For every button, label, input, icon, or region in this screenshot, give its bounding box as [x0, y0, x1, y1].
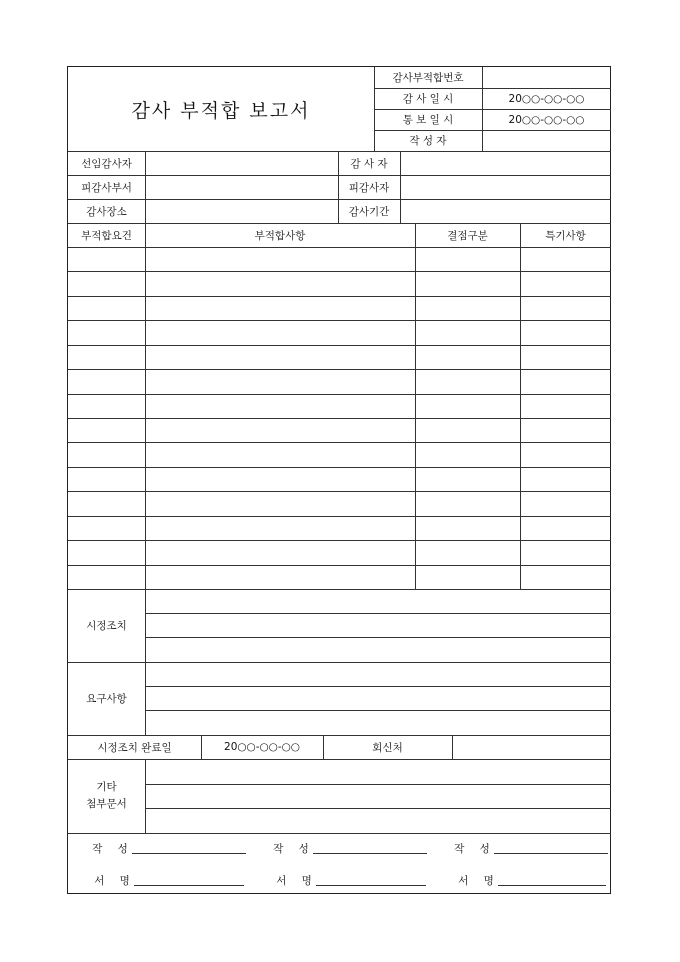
- requests-line[interactable]: [145, 662, 611, 686]
- table-cell-notes[interactable]: [520, 442, 611, 466]
- table-cell-defect-class[interactable]: [415, 540, 520, 564]
- auditee-field[interactable]: [400, 175, 611, 199]
- table-cell-details[interactable]: [145, 296, 415, 320]
- attachments-line[interactable]: [145, 808, 611, 833]
- corrective-action-line[interactable]: [145, 637, 611, 662]
- column-header-defect-class: 결점구분: [447, 229, 488, 242]
- table-cell-details[interactable]: [145, 345, 415, 369]
- column-header-requirement: 부적합요건: [81, 229, 132, 242]
- table-cell-details[interactable]: [145, 491, 415, 515]
- corrective-action-label: 시정조치: [86, 620, 127, 632]
- audit-nonconformity-report-form: [67, 66, 611, 894]
- corrective-action-line[interactable]: [145, 589, 611, 613]
- page-title: 감사 부적합 보고서: [131, 99, 311, 122]
- corrective-action-line[interactable]: [145, 613, 611, 637]
- table-cell-requirement[interactable]: [68, 296, 145, 320]
- audit-date-label: 감 사 일 시: [402, 93, 454, 105]
- table-cell-details[interactable]: [145, 467, 415, 491]
- attachments-label: 첨부문서: [86, 798, 127, 810]
- table-cell-defect-class[interactable]: [415, 345, 520, 369]
- attachments-line[interactable]: [145, 759, 611, 784]
- table-cell-notes[interactable]: [520, 296, 611, 320]
- table-cell-notes[interactable]: [520, 369, 611, 393]
- auditor-field[interactable]: [400, 151, 611, 175]
- table-cell-details[interactable]: [145, 442, 415, 466]
- audit-date-field[interactable]: 20○○-○○-○○: [508, 92, 585, 105]
- table-cell-notes[interactable]: [520, 491, 611, 515]
- table-cell-details[interactable]: [145, 418, 415, 442]
- sign-label: 서 명: [276, 874, 318, 887]
- table-cell-defect-class[interactable]: [415, 442, 520, 466]
- table-cell-requirement[interactable]: [68, 491, 145, 515]
- requests-label: 요구사항: [86, 693, 127, 705]
- write-label: 작 성: [273, 842, 315, 855]
- table-cell-details[interactable]: [145, 394, 415, 418]
- completion-date-field[interactable]: 20○○-○○-○○: [224, 741, 300, 753]
- auditee-label: 피감사자: [348, 181, 390, 194]
- table-cell-notes[interactable]: [520, 565, 611, 589]
- table-cell-defect-class[interactable]: [415, 418, 520, 442]
- table-cell-notes[interactable]: [520, 394, 611, 418]
- table-cell-requirement[interactable]: [68, 345, 145, 369]
- table-cell-notes[interactable]: [520, 540, 611, 564]
- audit-place-label: 감사장소: [86, 205, 127, 218]
- other-attachments-label: [68, 759, 145, 833]
- table-cell-requirement[interactable]: [68, 369, 145, 393]
- table-cell-details[interactable]: [145, 247, 415, 271]
- sign-line[interactable]: [134, 885, 244, 886]
- sign-label: 서 명: [458, 874, 500, 887]
- table-cell-defect-class[interactable]: [415, 394, 520, 418]
- table-cell-notes[interactable]: [520, 345, 611, 369]
- lead-auditor-label: 선임감사자: [81, 157, 132, 170]
- table-cell-defect-class[interactable]: [415, 565, 520, 589]
- divider: [68, 833, 611, 834]
- reply-to-field[interactable]: [452, 735, 611, 759]
- write-line[interactable]: [494, 853, 608, 854]
- other-label: 기타: [96, 781, 117, 793]
- table-cell-details[interactable]: [145, 271, 415, 295]
- table-cell-notes[interactable]: [520, 247, 611, 271]
- table-cell-requirement[interactable]: [68, 565, 145, 589]
- table-cell-details[interactable]: [145, 565, 415, 589]
- table-cell-notes[interactable]: [520, 418, 611, 442]
- table-cell-notes[interactable]: [520, 516, 611, 540]
- nonconformity-number-label: 감사부적합번호: [392, 72, 464, 84]
- author-field[interactable]: [482, 130, 611, 151]
- table-cell-requirement[interactable]: [68, 394, 145, 418]
- author-label: 작 성 자: [409, 135, 447, 147]
- table-cell-requirement[interactable]: [68, 418, 145, 442]
- sign-label: 서 명: [94, 874, 136, 887]
- table-cell-details[interactable]: [145, 516, 415, 540]
- column-header-details: 부적합사항: [254, 229, 306, 242]
- table-cell-requirement[interactable]: [68, 516, 145, 540]
- requests-line[interactable]: [145, 686, 611, 710]
- nonconformity-number-field[interactable]: [482, 67, 611, 88]
- table-cell-defect-class[interactable]: [415, 467, 520, 491]
- write-line[interactable]: [313, 853, 427, 854]
- table-cell-requirement[interactable]: [68, 320, 145, 344]
- table-cell-notes[interactable]: [520, 271, 611, 295]
- write-line[interactable]: [132, 853, 246, 854]
- audit-place-field[interactable]: [145, 199, 338, 223]
- sign-line[interactable]: [316, 885, 426, 886]
- auditee-dept-label: 피감사부서: [81, 181, 132, 194]
- table-cell-defect-class[interactable]: [415, 247, 520, 271]
- auditor-label: 감 사 자: [350, 157, 388, 170]
- requests-line[interactable]: [145, 710, 611, 735]
- audit-period-label: 감사기간: [348, 205, 390, 218]
- write-label: 작 성: [92, 842, 134, 855]
- notice-date-field[interactable]: 20○○-○○-○○: [508, 113, 585, 126]
- table-cell-requirement[interactable]: [68, 271, 145, 295]
- table-cell-notes[interactable]: [520, 467, 611, 491]
- audit-period-field[interactable]: [400, 199, 611, 223]
- completion-date-label: 시정조치 완료일: [97, 741, 172, 754]
- table-cell-requirement[interactable]: [68, 442, 145, 466]
- table-cell-defect-class[interactable]: [415, 320, 520, 344]
- table-cell-defect-class[interactable]: [415, 271, 520, 295]
- table-cell-details[interactable]: [145, 369, 415, 393]
- table-cell-defect-class[interactable]: [415, 296, 520, 320]
- reply-to-label: 회신처: [372, 741, 403, 754]
- table-cell-defect-class[interactable]: [415, 369, 520, 393]
- notice-date-label: 통 보 일 시: [402, 114, 454, 126]
- table-cell-defect-class[interactable]: [415, 491, 520, 515]
- sign-line[interactable]: [498, 885, 606, 886]
- lead-auditor-field[interactable]: [145, 151, 338, 175]
- auditee-dept-field[interactable]: [145, 175, 338, 199]
- attachments-line[interactable]: [145, 784, 611, 808]
- table-cell-details[interactable]: [145, 320, 415, 344]
- table-cell-details[interactable]: [145, 540, 415, 564]
- table-cell-requirement[interactable]: [68, 467, 145, 491]
- write-label: 작 성: [454, 842, 496, 855]
- table-cell-notes[interactable]: [520, 320, 611, 344]
- column-header-notes: 특기사항: [545, 229, 586, 242]
- table-cell-requirement[interactable]: [68, 247, 145, 271]
- table-cell-defect-class[interactable]: [415, 516, 520, 540]
- table-cell-requirement[interactable]: [68, 540, 145, 564]
